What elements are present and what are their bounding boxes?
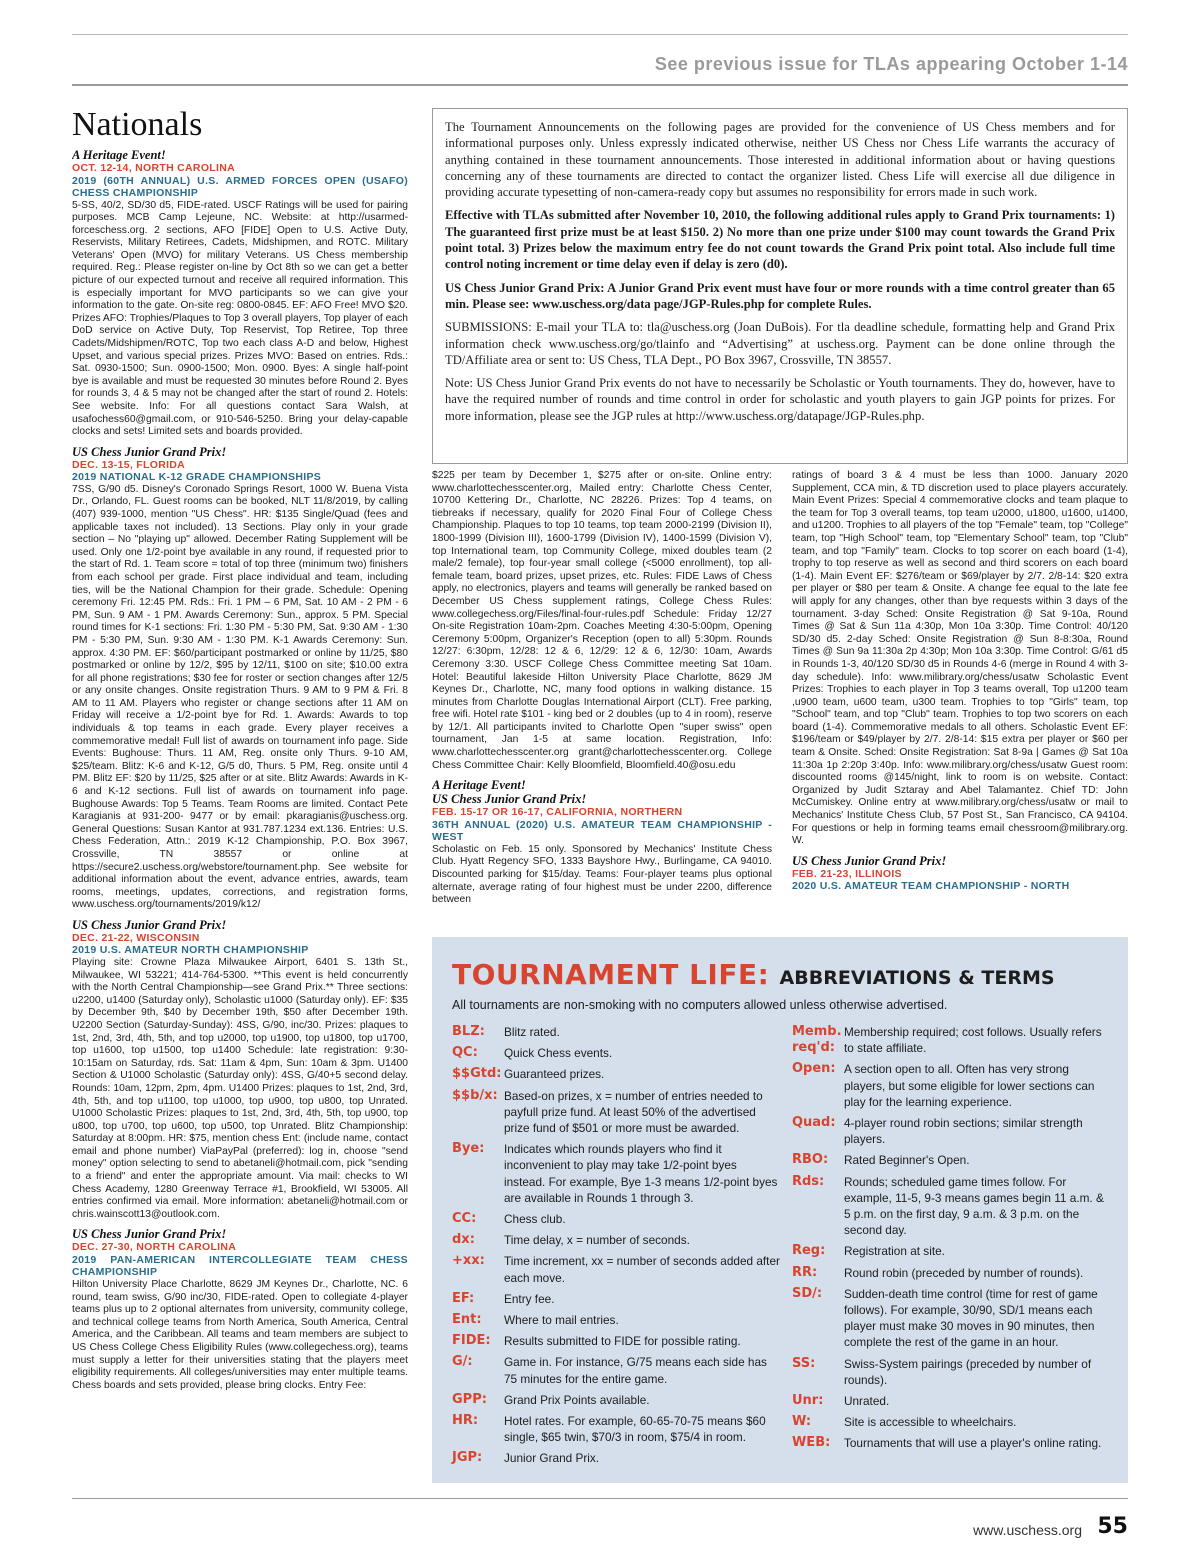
event-usafo	[72, 148, 408, 439]
term-abbreviation: G/:	[452, 1354, 473, 1370]
event-tag: US Chess Junior Grand Prix!	[792, 853, 947, 868]
tl-columns	[452, 1024, 1108, 1472]
notice-disclaimer: The Tournament Announcements on the following pages are provided for the convenience of US Chess members and for informational purposes only. Unless expressly indicated otherwise, neither US Chess nor Chess Life warrants the accuracy of anything contained in these tournament announcements. Those interested in additional information about or having questions concerning any of these tournaments are directed to contact the organizer listed. Chess Life will exercise all due diligence in providing accurate typesetting of non-camera-ready copy but assumes no responsibility for errors made in such work.	[445, 120, 1115, 200]
term-abbreviation: Open:	[791, 1061, 836, 1077]
term-definition: Game in. For instance, G/75 means each side has 75 minutes for the entire game.	[504, 1355, 767, 1386]
event-continuation: ratings of board 3 & 4 must be less than 1000. January 2020 Supplement, CCA min, & TD discretion used to place players accurately. Main Event Prizes: Special 4 commemorative clocks and team plaque to the team for Top 3 overall teams, top team u2000, u1800, u1600, u1400, and u1200. Trophies to all players of the top "Female" team, top "College" team, top "High School" team, top "Elementary School" team, top "Club" team, and top "Family" team. Clocks to top scorer on each board (1-4), trophy to top reserve as well as second and third scorers on each board (1-4). Main Event EF: $276/team or $69/player by 2/7. 2/8-14: $20 extra per player or $80 per team & Onsite. A change fee equal to the late fee will apply for any changes, other than bye requests within 3 days of the tournament. 3-day Sched: Onsite Registration @ Sat 9-10a, Round Times @ Sat & Sun 11a 4:30p, Mon 10a 3:30p. Time Control: 40/120 SD/30 d5. 2-day Sched: Onsite Registration @ Sun 8-8:30a, Round Times @ Sun 9a 11:30a 2p 4:30p; Mon 10a 3:30p. Time Control: G/61 d5 in Rounds 1-3, 40/120 SD/30 d5 in Rounds 4-6 (merge in Round 4 with 3-day schedule). Info: www.milibrary.org/chess/usatw Scholastic Event Prizes: Trophies to each player in Top 3 teams overall, Top u1200 team ,u900 team, u600 team, u300 team. Trophies to top "Girls" team, top "School" team, and top "Club" team. Trophies to top two scorers on each board (1-4). Commemorative medals to all others. Scholastic Event EF: $196/team or $49/player by 2/7. 2/8-14: $15 extra per player or $60 per team & Onsite. Sched: Onsite Registration: Sat 8-9a | Games @ Sat 10a 11:30a 1p 2:20p 3:40p. Info: www.milibrary.org/chess/usatw Guest room: discounted rooms @145/night, link to room is on website. Contact: Organized by Judit Sztaray and Abel Talamantez. Chief TD: John McCumiskey. Online entry at www.milibrary.org/chess/usatw or mail to Mechanics' Institute Chess Club, 57 Post St., San Francisco, CA 94104. For questions or help in forming teams email chessroom@milibrary.org. W.	[792, 470, 1128, 847]
term-row	[452, 1045, 780, 1061]
term-abbreviation: $$b/x:	[452, 1087, 498, 1103]
tournament-life-title	[452, 959, 1108, 994]
tl-right-column	[792, 1024, 1108, 1472]
header-rule	[72, 34, 1128, 35]
term-row	[452, 1333, 780, 1349]
event-tag: A Heritage Event!	[72, 148, 166, 162]
term-abbreviation: BLZ:	[452, 1024, 485, 1039]
term-abbreviation: Reg:	[791, 1243, 826, 1259]
term-definition: A section open to all. Often has very strong players, but some eligible for lower sections can play for the learning experience.	[843, 1062, 1095, 1109]
term-row	[452, 1211, 780, 1227]
term-abbreviation: Bye:	[452, 1141, 485, 1157]
event-tag: US Chess Junior Grand Prix!	[72, 917, 227, 932]
event-name: 36TH ANNUAL (2020) U.S. AMATEUR TEAM CHAMPIONSHIP - WEST	[432, 818, 772, 844]
middle-column	[432, 470, 772, 930]
event-name: 2019 PAN-AMERICAN INTERCOLLEGIATE TEAM CHESS CHAMPIONSHIP	[72, 1253, 408, 1279]
term-abbreviation: Quad:	[791, 1115, 836, 1131]
term-abbreviation: GPP:	[452, 1391, 487, 1407]
event-date: DEC. 27-30, NORTH CAROLINA	[72, 1241, 237, 1254]
term-row	[452, 1291, 780, 1307]
event-continuation: $225 per team by December 1, $275 after or on-site. Online entry: www.charlottechesscenter.org, Mailed entry: Charlotte Chess Center, 10700 Kettering Dr., Charlotte, NC 28226. Prizes: Top 4 teams, on tiebreaks if necessary, qualify for 2020 Final Four of College Chess Championship. Plaques to top 10 teams, top team 2000-2199 (Division II), 1800-1999 (Division III), 1600-1799 (Division IV), 1400-1599 (Division V), top International team, top Community College, mixed doubles team (2 male/2 female), top four-year small college (<5000 enrollment), top all-female team, board prizes, upset prizes, etc. Rules: FIDE Laws of Chess apply, no electronics, players and teams will generally be ranked based on December US Chess supplement ratings, College Chess Rules: www.collegechess.org/Files/final-four-rules.pdf Schedule: Friday 12/27 On-site Registration 10am-2pm. Coaches Meeting 4:30-5:00pm, Opening Ceremony 5:00pm, Organizer's Reception (open to all) 5:30pm. Rounds 12/27: 6:30pm, 12/28: 12 & 6, 12/29: 12 & 6, 12/30: 10am, Awards Ceremony 3:30. USCF College Chess Committee meeting Sat 10am. Hotel: Beautiful lakeside Hilton University Place Charlotte, 8629 JM Keynes Dr., Charlotte, NC, many food options in walking distance. 15 minutes from Charlotte Douglas International Airport (CLT). Free parking, free wifi. Hotel rate $101 - king bed or 2 doubles (up to 4 in room), reserve by 12/1. All participants invited to Charlotte Open "super swiss" open tournament, Jan 1-5 at same location. Registration, Info: www.charlottechesscenter.org grant@charlottechesscenter.org. College Chess Committee Chair: Kelly Bloomfield, Bloomfield.40@osu.edu	[432, 470, 772, 771]
term-abbreviation: QC:	[452, 1045, 478, 1061]
event-k12	[72, 445, 408, 912]
term-abbreviation: Rds:	[791, 1173, 825, 1189]
term-abbreviation: SS:	[791, 1355, 816, 1371]
term-abbreviation: HR:	[452, 1413, 479, 1429]
term-row	[452, 1066, 780, 1082]
event-tag: US Chess Junior Grand Prix!	[72, 1227, 227, 1242]
term-definition: Blitz rated.	[504, 1025, 560, 1039]
term-definition: Rounds; scheduled game times follow. For example, 11-5, 9-3 means games begin 11 a.m. & 5 p.m. on the first day, 9 a.m. & 3 p.m. on the second day.	[843, 1174, 1104, 1238]
term-row	[452, 1392, 780, 1408]
section-title: Nationals	[72, 106, 203, 143]
term-abbreviation: RR:	[791, 1264, 818, 1280]
tl-note: All tournaments are non-smoking with no computers allowed unless otherwise advertised.	[452, 998, 948, 1012]
term-row	[792, 1286, 1108, 1351]
term-abbreviation: CC:	[452, 1211, 477, 1227]
term-row	[792, 1024, 1108, 1056]
event-amateur-north	[72, 918, 408, 1221]
tournament-life-box	[432, 937, 1128, 1483]
term-definition: Tournaments that will use a player's online rating.	[843, 1436, 1102, 1451]
term-row	[452, 1450, 780, 1466]
term-abbreviation: Ent:	[452, 1312, 482, 1328]
event-body: 5-SS, 40/2, SD/30 d5, FIDE-rated. USCF Ratings will be used for pairing purposes. MCB Camp Lejeune, NC. Website: at http://usarmed-forceschess.org. 2 sections, AFO [FIDE] Open to U.S. Active Duty, Reservists, Military Retirees, Cadets, Midshipmen, and ROTC. Military Veterans' Open (MVO) for military Veterans. US Chess membership required. Reg.: Please register on-line by Oct 8th so we can get a better picture of our expected turnout and receive all required information. This is especially important for MVO participants so we can give your information to the gate. On-site reg: 0800-0845. EF: AFO Free! MVO $20. Prizes AFO: Trophies/Plaques to Top 3 overall players, Top player of each DoD service on Active Duty, Top Reservist, Top Retiree, Top three Cadets/Midshipmen/ROTC, Top two each class A-D and below, Highest Upset, and various special prizes. Prizes MVO: Based on entries. Rds.: Sat. 0930-1500; Sun. 0900-1500; Mon. 0900. Byes: A single half-point bye is available and must be requested 30 minutes before Round 2. Byes for rounds 3, 4 & 5 may not be changed after the start of round 2. Hotels: See website. Info: For all questions contact Sara Walsh, at usafochess60@gmail.com, or 910-546-5250. Bring your delay-capable clocks and sets! Limited sets and boards provided.	[72, 199, 408, 438]
term-definition: Time increment, xx = number of seconds added after each move.	[504, 1254, 780, 1285]
notice-jgp-rules: US Chess Junior Grand Prix: A Junior Grand Prix event must have four or more rounds with a time control greater than 65 min. Please see: www.uschess.org/data page/JGP-Rules.php for complete Rules.	[445, 280, 1115, 311]
term-row	[792, 1265, 1108, 1281]
term-abbreviation: W:	[791, 1414, 812, 1430]
term-row	[792, 1152, 1108, 1168]
term-row	[452, 1253, 780, 1285]
term-abbreviation: WEB:	[791, 1435, 831, 1451]
term-row	[452, 1354, 780, 1386]
event-body: Hilton University Place Charlotte, 8629 JM Keynes Dr., Charlotte, NC. 6 round, team swiss, G/90 inc/30, FIDE-rated. Open to collegiate 4-player teams plus up to 2 optional alternates from university, community college, and technical college teams from North America, South America, Central America, and the Caribbean. All teams and team members are subject to US Chess College Chess Eligibility Rules (www.collegechess.org), teams must supply a letter for their universities stating that the players meet eligibility requirements. All colleges/universities may enter multiple teams. Chess boards and sets provided, please bring clocks. Entry Fee:	[72, 1278, 408, 1391]
event-name: 2019 NATIONAL K-12 GRADE CHAMPIONSHIPS	[72, 471, 322, 484]
term-abbreviation: RBO:	[791, 1152, 829, 1168]
term-definition: Grand Prix Points available.	[504, 1392, 650, 1407]
term-definition: Entry fee.	[504, 1291, 555, 1306]
tl-title-main: TOURNAMENT LIFE:	[452, 958, 770, 991]
event-tag: A Heritage Event!	[432, 778, 526, 793]
term-definition: Guaranteed prizes.	[504, 1067, 605, 1082]
event-date: FEB. 21-23, ILLINOIS	[792, 867, 902, 880]
term-definition: Time delay, x = number of seconds.	[504, 1233, 690, 1248]
event-date: DEC. 21-22, WISCONSIN	[72, 931, 200, 944]
tl-title-sub: ABBREVIATIONS & TERMS	[779, 967, 1055, 989]
term-row	[452, 1088, 780, 1137]
term-definition: Quick Chess events.	[504, 1046, 613, 1061]
term-row	[792, 1435, 1108, 1451]
term-definition: Junior Grand Prix.	[504, 1451, 600, 1466]
tl-left-column	[452, 1024, 780, 1472]
term-row	[792, 1061, 1108, 1110]
term-abbreviation: Unr:	[791, 1393, 824, 1409]
term-row	[792, 1243, 1108, 1259]
event-date: DEC. 13-15, FLORIDA	[72, 458, 186, 471]
page-number: 55	[1097, 1514, 1128, 1539]
event-name: 2019 (60TH ANNUAL) U.S. ARMED FORCES OPEN (USAFO) CHESS CHAMPIONSHIP	[72, 174, 408, 199]
event-name: 2019 U.S. AMATEUR NORTH CHAMPIONSHIP	[72, 944, 309, 957]
term-definition: Rated Beginner's Open.	[843, 1153, 970, 1168]
right-column	[792, 470, 1128, 930]
term-row	[452, 1413, 780, 1445]
term-definition: Round robin (preceded by number of rounds).	[843, 1265, 1084, 1280]
term-definition: Unrated.	[843, 1394, 890, 1409]
term-abbreviation: FIDE:	[452, 1333, 491, 1349]
term-definition: Site is accessible to wheelchairs.	[843, 1415, 1017, 1430]
term-definition: Registration at site.	[843, 1244, 945, 1259]
tla-notice-box	[432, 108, 1128, 464]
footer-url: www.uschess.org	[973, 1522, 1082, 1538]
term-row	[792, 1356, 1108, 1388]
header-rule-thick	[72, 84, 1128, 86]
term-row	[792, 1393, 1108, 1409]
term-row	[452, 1312, 780, 1328]
term-definition: 4-player round robin sections; similar strength players.	[843, 1116, 1083, 1147]
term-row	[792, 1174, 1108, 1239]
term-abbreviation: +xx:	[452, 1253, 485, 1269]
notice-grand-prix-rules: Effective with TLAs submitted after November 10, 2010, the following additional rules apply to Grand Prix tournaments: 1) The guaranteed first prize must be at least $150. 2) No more than one prize under $100 may count towards the Grand Prix point total. 3) Prizes below the maximum entry fee do not count towards the Grand Prix point total. Also include full time control noting increment or time delay even if delay is zero (d0).	[445, 208, 1115, 272]
term-row	[452, 1232, 780, 1248]
term-row	[792, 1414, 1108, 1430]
term-definition: Based-on prizes, x = number of entries needed to payfull prize fund. At least 50% of the advertised prize fund of $501 or more must be awarded.	[504, 1088, 763, 1136]
term-definition: Hotel rates. For example, 60-65-70-75 means $60 single, $65 twin, $70/3 in room, $75/4 in room.	[504, 1414, 766, 1445]
term-row	[792, 1115, 1108, 1147]
term-definition: Swiss-System pairings (preceded by number of rounds).	[843, 1356, 1092, 1387]
event-name: 2020 U.S. AMATEUR TEAM CHAMPIONSHIP - NORTH	[792, 880, 1070, 893]
notice-jgp-note: Note: US Chess Junior Grand Prix events do not have to necessarily be Scholastic or Youth tournaments. They do, however, have to have the required number of rounds and time control in order for scholastic and youth players to gain JGP points for prizes. For more information, please see the JGP rules at http://www.uschess.org/datapage/JGP-Rules.php.	[445, 376, 1115, 423]
term-definition: Where to mail entries.	[504, 1313, 619, 1328]
term-definition: Membership required; cost follows. Usually refers to state affiliate.	[843, 1025, 1102, 1056]
term-abbreviation: JGP:	[452, 1450, 483, 1466]
event-date: FEB. 15-17 OR 16-17, CALIFORNIA, NORTHERN	[432, 806, 683, 819]
term-definition: Sudden-death time control (time for rest of game follows). For example, 30/90, SD/1 means each player must make 30 moves in 90 minutes, then complete the rest of the game in an hour.	[843, 1286, 1098, 1350]
term-abbreviation: EF:	[452, 1290, 475, 1306]
notice-submissions: SUBMISSIONS: E-mail your TLA to: tla@uschess.org (Joan DuBois). For tla deadline schedule, formatting help and Grand Prix information check www.uschess.org/go/tlainfo and “Advertising” at uschess.org. Payment can be done online through the TD/Affiliate area or sent to: US Chess, TLA Dept., PO Box 3967, Crossville, TN 38557.	[445, 320, 1115, 367]
footer-rule	[72, 1498, 1128, 1499]
term-abbreviation: dx:	[452, 1232, 475, 1248]
header-note: See previous issue for TLAs appearing October 1-14	[654, 54, 1128, 74]
term-row	[452, 1024, 780, 1040]
term-definition: Results submitted to FIDE for possible rating.	[504, 1334, 741, 1349]
event-tag: US Chess Junior Grand Prix!	[432, 792, 587, 807]
event-tag: US Chess Junior Grand Prix!	[72, 444, 227, 459]
event-body: Playing site: Crowne Plaza Milwaukee Airport, 6401 S. 13th St., Milwaukee, WI 53221; 414-764-5300. **This event is held concurrently with the North Central Championship—see Grand Prix.** Three sections: u2200, u1400 (Saturday only), Scholastic u1000 (Saturday only). EF: $35 by December 9th, $40 by December 19th, $50 after December 19th. U2200 Section (Saturday-Sunday): 4SS, G/90, inc/30. Prizes: plaques to 1st, 2nd, 3rd, 4th, 5th, and top u2000, top u1900, top u1800, top u1700, top u1600, top u1500, top u1400 Schedule: late registration: 9:30-10:15am on Saturday, rds. Sat: 11am & 4pm, Sun: 10am & 3pm. U1400 Section & U1000 Scholastic (Saturday only): 4SS, G/40+5 second delay. Rounds: 10am, 12pm, 2pm, 4pm. U1400 Prizes: plaques to 1st, 2nd, 3rd, 4th, 5th, and top u1100, top u1000, top u900, top u800, top Unrated. U1000 Scholastic Prizes: plaques to 1st, 2nd, 3rd, 4th, 5th, top u900, top u800, top u700, top u600, top u500, top Unrated. Blitz Championship: Saturday at 8:00pm. HR: $75, mention chess Ent: (include name, contact email and phone number) ViaPayPal (preferred): log in, choose "send money" option selecting to send to abetaneli@hotmail.com, pick "sending to a friend" and enter the appropriate amount. Via mail: checks to WI Chess Academy, 1280 Greenway Terrace #1, Brookfield, WI 53005. All entries confirmed via email. More information: abetaneli@hotmail.com or chris.wainscott13@outlook.com.	[72, 956, 408, 1220]
event-date: OCT. 12-14, NORTH CAROLINA	[72, 162, 235, 174]
term-row	[452, 1141, 780, 1206]
term-abbreviation: SD/:	[791, 1285, 823, 1301]
event-pan-am	[72, 1227, 408, 1392]
term-abbreviation: Memb. req'd:	[791, 1024, 842, 1055]
event-body: 7SS, G/90 d5. Disney's Coronado Springs Resort, 1000 W. Buena Vista Dr., Orlando, FL. Guest rooms can be booked, NLT 11/8/2019, by calling (407) 939-1000, mention "US Chess". HR: $135 Single/Quad (fees and applicable taxes not included). 13 Sections. Play only in your grade section – No "playing up" allowed. December Rating Supplement will be used. Only one 1/2-point bye available in any round, if requested prior to the start of Rd. 1. Team score = total of top three (minimum two) finishers from each school per grade. First place individual and team, including ties, will be the National Champion for their grade. Schedule: Opening ceremony Fri. 12:45 PM. Rds.: Fri. 1 PM – 6 PM, Sat. 10 AM - 2 PM - 6 PM, Sun. 9 AM - 1 PM. Awards Ceremony: Sun., approx. 5 PM. Special round times for K-1 sections: Fri. 1:30 PM - 5:30 PM, Sat. 9:30 AM - 1:30 PM - 5:30 PM, Sun. 9:30 AM - 1:30 PM. K-1 Awards Ceremony: Sun. approx. 4:30 PM. EF: $60/participant postmarked or online by 11/25, $80 postmarked or online by 12/2, $95 by 12/11, $100 on site; $10.00 extra for all phone registrations; $30 fee for roster or section changes after 12/5 or any onsite changes. Onsite registration Thurs. 9 AM to 9 PM & Fri. 8 AM to 11 AM. Players who register or change sections after 11 AM on Friday will receive a 1/2-point bye for Rd. 1. Awards: Awards to top individuals & top teams in each grade. Every player receives a commemorative medal! Full list of awards on tournament info page. Side Events: Bughouse: Thurs. 11 AM, Reg. onsite only Thurs. 9-10 AM, $25/team. Blitz: K-6 and K-12, G/5 d0, Thurs. 5 PM, Reg. onsite until 4 PM. Blitz EF: $20 by 11/25, $25 after or at site. Blitz Awards: Awards in K-6 and K-12 sections. Full list of awards on tournament info page. Bughouse Awards: Top 5 Teams. Team Rooms are limited. Contact Pete Karagianis at 931-200- 9477 or by email: pkaragianis@uschess.org. General Questions: Susan Kantor at 931.787.1234 ext.136. Entries: U.S. Chess Federation, Attn.: 2019 K-12 Championship, P.O. Box 3967, Crossville, TN 38557 or online at https://secure2.uschess.org/webstore/tournament.php. See website for additional information about the event, advance entries, awards, team rooms, meetings, updates, corrections, and registration forms, www.uschess.org/tournaments/2019/k12/	[72, 483, 408, 911]
left-column	[72, 104, 408, 1488]
term-abbreviation: $$Gtd:	[452, 1066, 502, 1082]
term-definition: Indicates which rounds players who find it inconvenient to play may take 1/2-point byes instead. For example, Bye 1-3 means 1/2-point byes are available in Rounds 1 through 3.	[504, 1142, 778, 1205]
event-body: Scholastic on Feb. 15 only. Sponsored by Mechanics' Institute Chess Club. Hyatt Regency SFO, 1333 Bayshore Hwy., Burlingame, CA 94010. Discounted parking for $15/day. Teams: Four-player teams plus optional alternate, average rating of four highest must be under 2200, difference between	[432, 843, 772, 906]
term-definition: Chess club.	[504, 1212, 566, 1227]
